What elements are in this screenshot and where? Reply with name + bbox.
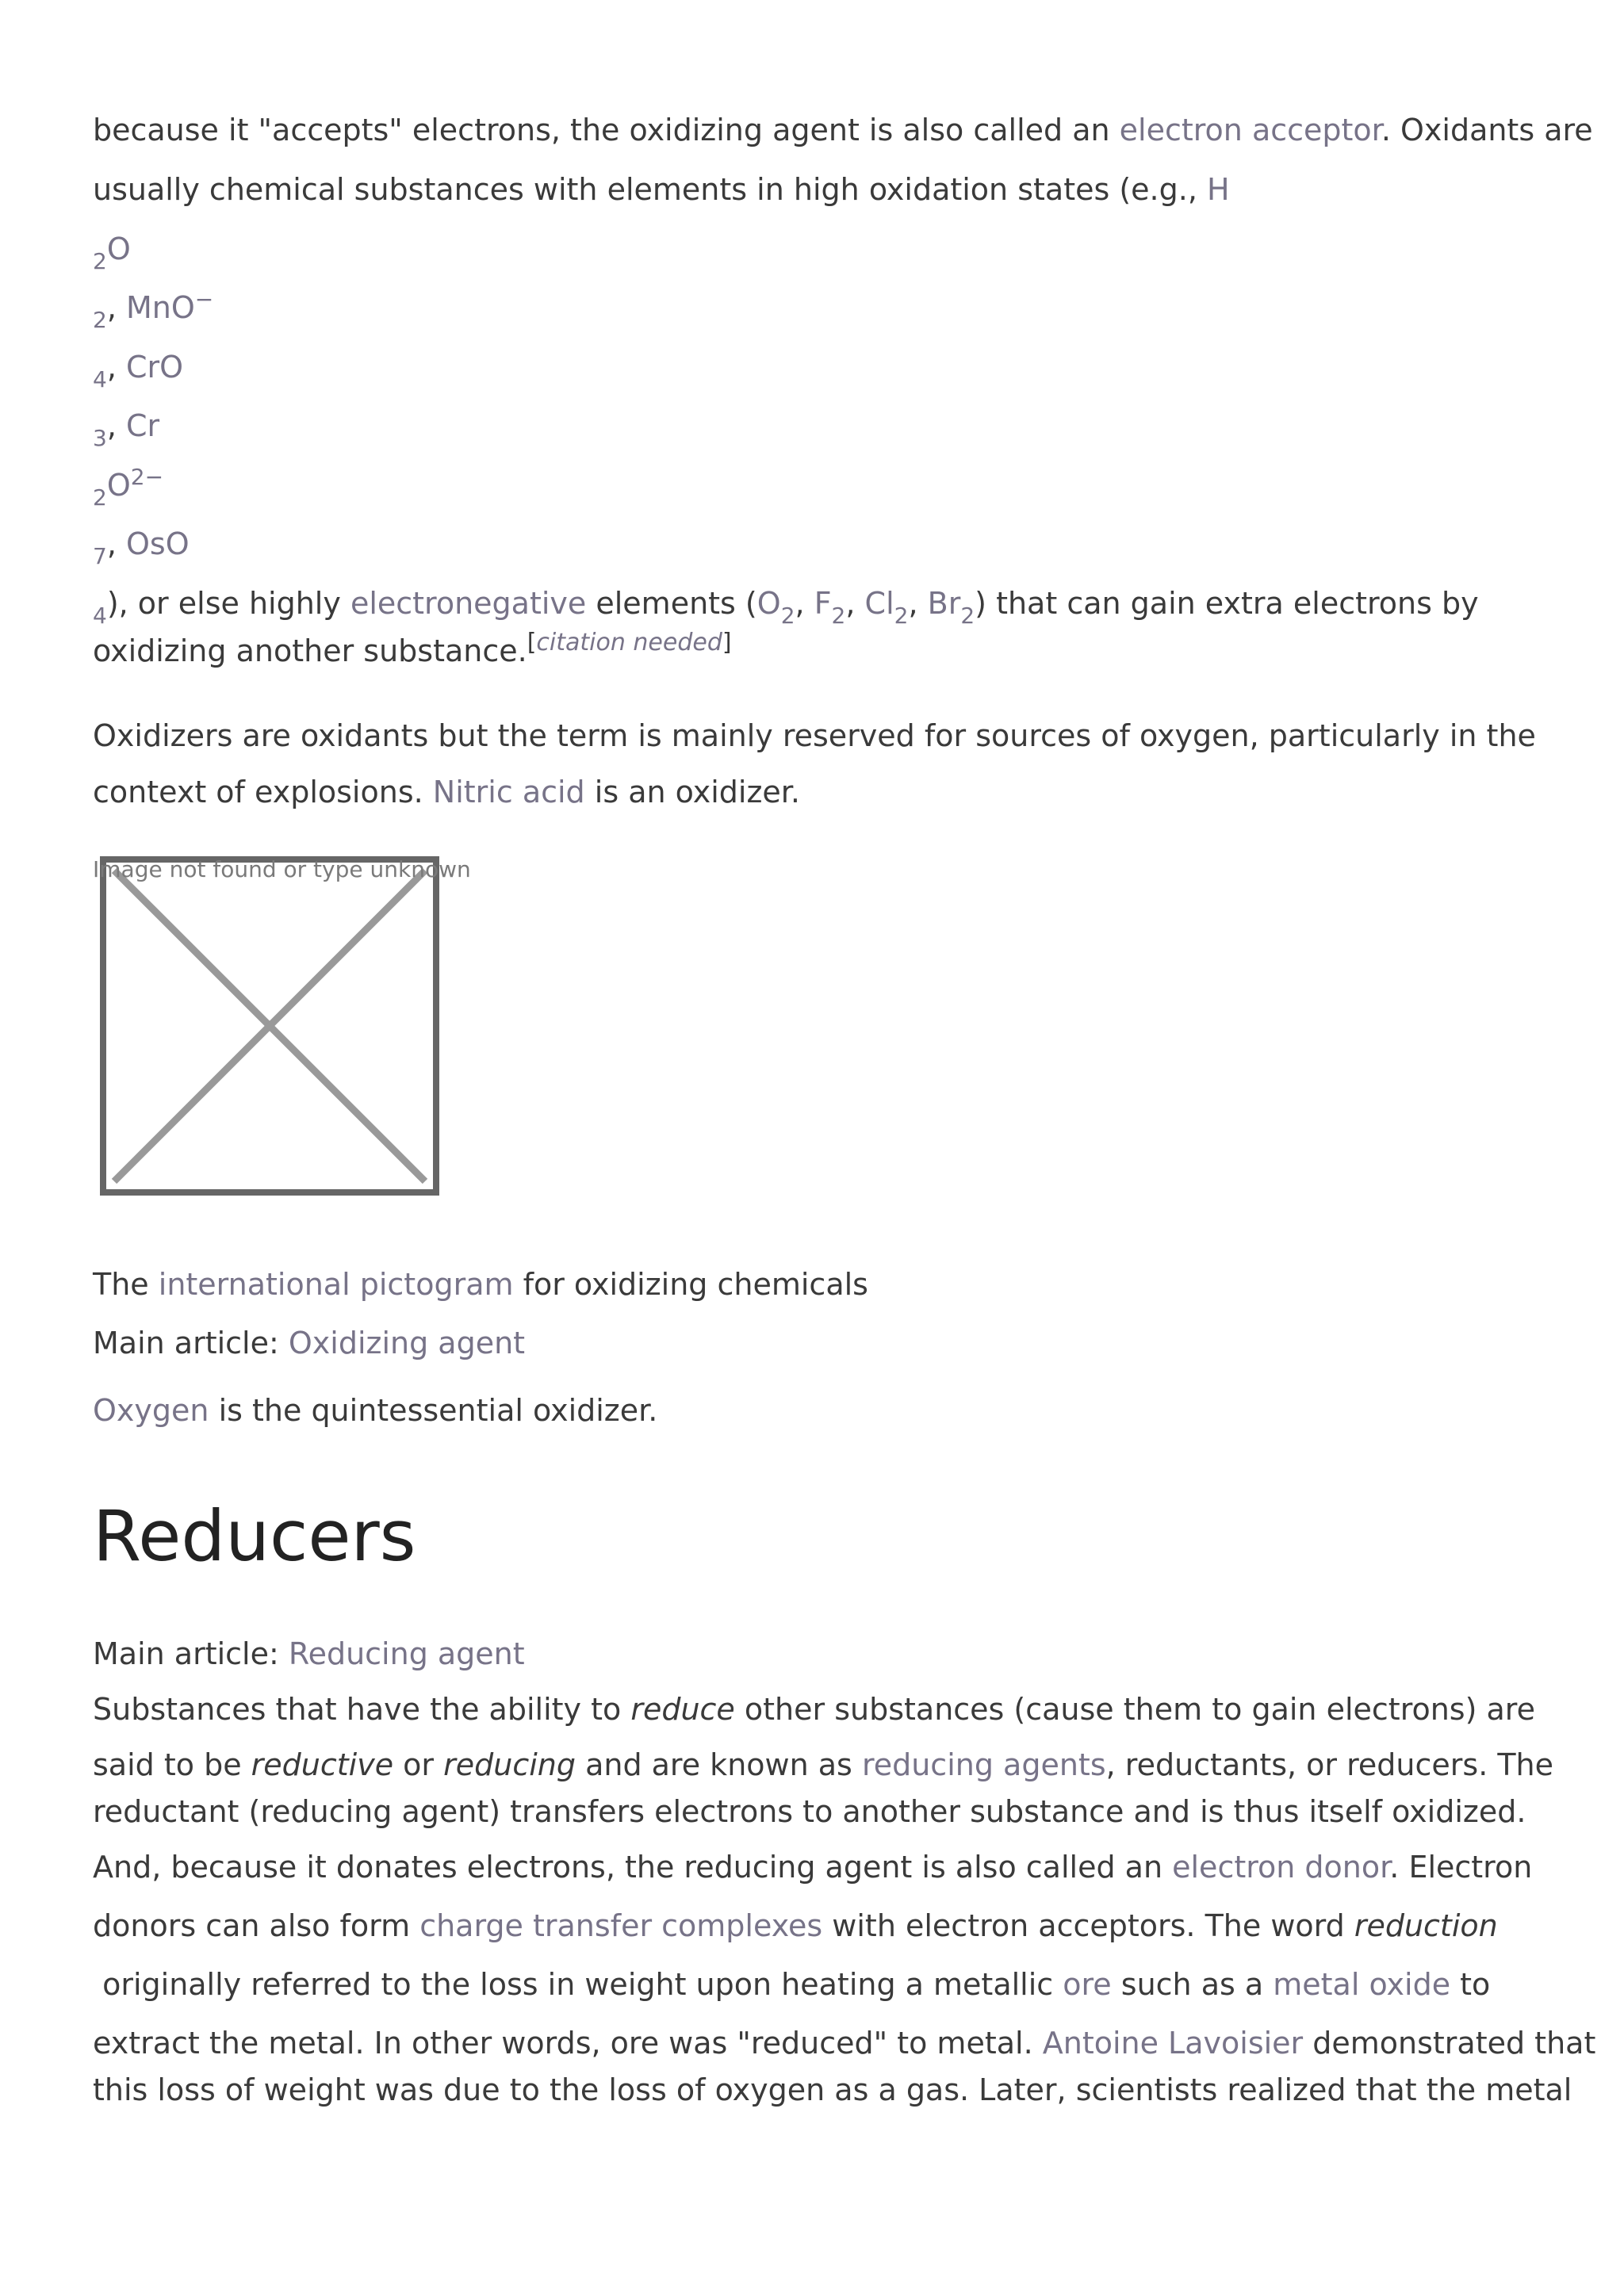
text: citation needed (536, 629, 722, 656)
formula-h2o2-link-part[interactable] (93, 290, 107, 333)
formula-dichromate-link[interactable] (93, 526, 107, 569)
bracket: [ (527, 629, 537, 656)
text: MnO (126, 290, 195, 325)
reducers-paragraph-line-1 (93, 1692, 1535, 1727)
text: oxidizing another substance. (93, 633, 527, 668)
citation-needed-link[interactable] (536, 629, 722, 656)
text: , (908, 586, 928, 621)
text: demonstrated that (1303, 2026, 1596, 2061)
text: O (106, 468, 131, 503)
oxidizers-paragraph-line-1: Oxidizers are oxidants but the term is mainly reserved for sources of oxygen, particularly in the (93, 718, 1536, 753)
text: , (845, 586, 865, 621)
antoine-lavoisier-link[interactable]: Antoine Lavoisier (1042, 2026, 1304, 2061)
oxidizers-paragraph-line-2 (93, 775, 800, 809)
text: O (756, 586, 781, 621)
formula-cro3-link[interactable] (93, 408, 107, 451)
oxygen-paragraph (93, 1393, 657, 1428)
bromine-formula-link[interactable] (927, 586, 975, 629)
electron-donor-link[interactable]: electron donor (1172, 1850, 1390, 1885)
text: is an oxidizer. (584, 775, 800, 809)
subscript: 2 (894, 603, 909, 629)
image-caption (93, 1267, 868, 1302)
formula-line (93, 286, 214, 333)
charge-transfer-complexes-link[interactable]: charge transfer complexes (419, 1908, 823, 1943)
text: context of explosions. (93, 775, 433, 809)
text: and are known as (576, 1747, 862, 1782)
text: ), or else highly (106, 586, 350, 621)
text: , (106, 290, 126, 325)
text: reducing (443, 1747, 576, 1782)
formula-permanganate-link[interactable] (126, 286, 214, 325)
text: other substances (cause them to gain electrons) are (734, 1692, 1535, 1727)
text: reductive (251, 1747, 394, 1782)
subscript: 4 (93, 603, 107, 629)
formula-dichromate-link[interactable]: Cr (126, 408, 160, 443)
superscript: 2− (130, 464, 164, 490)
text: elements ( (586, 586, 757, 621)
fluorine-formula-link[interactable] (814, 586, 846, 629)
text: is the quintessential oxidizer. (209, 1393, 658, 1428)
text: or (393, 1747, 444, 1782)
text: with electron acceptors. The word (822, 1908, 1354, 1943)
text: , (106, 350, 126, 385)
chlorine-formula-link[interactable] (864, 586, 909, 629)
reducers-paragraph-line-5 (93, 1908, 1498, 1943)
reducing-agents-link[interactable]: reducing agents (861, 1747, 1106, 1782)
text: to (1450, 1967, 1491, 2002)
metal-oxide-link[interactable]: metal oxide (1273, 1967, 1451, 2002)
broken-image-icon (100, 856, 439, 1196)
formula-oso4-link[interactable]: OsO (126, 526, 190, 561)
superscript: − (194, 286, 214, 312)
text: O (106, 232, 131, 266)
text: . Oxidants are (1381, 113, 1593, 147)
main-article-note (93, 1636, 525, 1671)
text: F (814, 586, 832, 621)
citation-needed-note (527, 629, 732, 656)
formula-h2o2-link-part[interactable]: H (1207, 172, 1230, 207)
text: such as a (1111, 1967, 1274, 2002)
text: , (106, 408, 126, 443)
main-article-note (93, 1326, 525, 1360)
text: Br (927, 586, 961, 621)
oxidants-paragraph-line-1 (93, 113, 1593, 147)
formula-line (93, 408, 160, 451)
formula-cro3-link[interactable]: CrO (126, 350, 184, 385)
reducers-paragraph-line-3: reductant (reducing agent) transfers electrons to another substance and is thus itself oxidized. (93, 1794, 1526, 1829)
oxidizing-agent-link[interactable]: Oxidizing agent (288, 1326, 526, 1360)
text: The (93, 1267, 159, 1302)
text: usually chemical substances with elements in high oxidation states (e.g., (93, 172, 1207, 207)
subscript: 7 (93, 543, 107, 569)
oxygen-link[interactable]: Oxygen (93, 1393, 209, 1428)
oxidants-paragraph-line-4 (93, 629, 732, 668)
oxidants-paragraph-line-3 (93, 586, 1479, 629)
text: , (795, 586, 814, 621)
electron-acceptor-link[interactable]: electron acceptor (1119, 113, 1381, 147)
text: said to be (93, 1747, 251, 1782)
subscript: 2 (960, 603, 975, 629)
subscript: 4 (93, 366, 107, 392)
reducers-paragraph-line-8: this loss of weight was due to the loss of oxygen as a gas. Later, scientists realized that the metal (93, 2072, 1572, 2107)
text: Cl (864, 586, 894, 621)
subscript: 2 (780, 603, 795, 629)
subscript: 3 (93, 425, 107, 451)
reducers-paragraph-line-7 (93, 2026, 1595, 2061)
subscript: 2 (93, 484, 107, 511)
formula-dichromate-link[interactable] (93, 464, 164, 511)
formula-h2o2-link-part[interactable] (93, 232, 131, 274)
reducing-agent-link[interactable]: Reducing agent (288, 1636, 525, 1671)
international-pictogram-link[interactable]: international pictogram (158, 1267, 514, 1302)
text: Main article: (93, 1636, 289, 1671)
text: ) that can gain extra electrons by (975, 586, 1479, 621)
text: donors can also form (93, 1908, 420, 1943)
reducers-paragraph-line-4 (93, 1850, 1532, 1885)
reducers-paragraph-line-2 (93, 1747, 1553, 1782)
text: And, because it donates electrons, the reducing agent is also called an (93, 1850, 1173, 1885)
text: extract the metal. In other words, ore was "reduced" to metal. (93, 2026, 1043, 2061)
formula-permanganate-link[interactable] (93, 350, 107, 392)
text: reduce (630, 1692, 735, 1727)
text: reduction (1354, 1908, 1498, 1943)
nitric-acid-link[interactable]: Nitric acid (432, 775, 585, 809)
text: because it "accepts" electrons, the oxidizing agent is also called an (93, 113, 1120, 147)
bracket: ] (722, 629, 732, 656)
formula-line (93, 350, 184, 392)
electronegative-link[interactable]: electronegative (350, 586, 587, 621)
subscript: 2 (831, 603, 846, 629)
text: for oxidizing chemicals (513, 1267, 868, 1302)
reducers-paragraph-line-6 (93, 1967, 1490, 2002)
oxidants-paragraph-line-2 (93, 172, 1230, 207)
formula-line (93, 232, 131, 274)
text: . Electron (1389, 1850, 1533, 1885)
subscript: 2 (93, 307, 107, 333)
ore-link[interactable]: ore (1063, 1967, 1112, 2002)
text: , (106, 526, 126, 561)
formula-oso4-link[interactable] (93, 586, 107, 629)
text: Main article: (93, 1326, 289, 1360)
oxygen-formula-link[interactable] (756, 586, 795, 629)
subscript: 2 (93, 248, 107, 274)
text: Substances that have the ability to (93, 1692, 631, 1727)
section-heading-reducers: Reducers (93, 1495, 416, 1577)
formula-line (93, 526, 190, 569)
formula-line (93, 464, 164, 511)
text: originally referred to the loss in weight upon heating a metallic (93, 1967, 1063, 2002)
text: , reductants, or reducers. The (1105, 1747, 1554, 1782)
image-alt-text: Image not found or type unknown (93, 856, 471, 882)
